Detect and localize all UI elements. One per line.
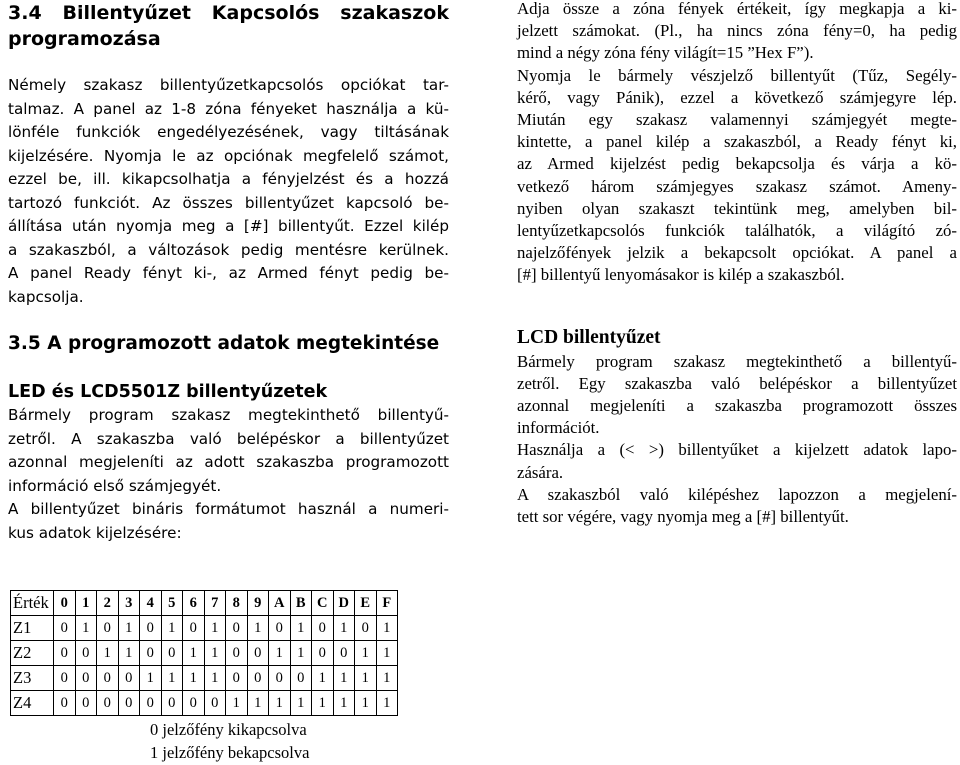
text-line: najelzőfények jelzik a bekapcsolt opciókat. A panel a <box>517 243 957 263</box>
table-cell: 0 <box>97 691 119 716</box>
subheading-lcd-keypad: LCD billentyűzet <box>517 326 661 348</box>
header-value-cell: 7 <box>204 591 226 616</box>
heading-word: szakaszok <box>340 2 449 24</box>
text-line: zására. <box>517 462 564 482</box>
right-column <box>517 0 957 528</box>
table-cell: 0 <box>269 616 291 641</box>
paragraph-led-view <box>8 404 449 545</box>
text-line: zetről. A szakaszba való belépéskor a billentyűzet <box>8 429 449 448</box>
header-value-cell: 6 <box>183 591 205 616</box>
table-cell: 0 <box>204 691 226 716</box>
text-line: információt. <box>517 418 600 438</box>
table-body <box>11 591 398 716</box>
legend-line-off: 0 jelzőfény kikapcsolva <box>150 720 307 739</box>
subheading-led-lcd5501z: LED és LCD5501Z billentyűzetek <box>8 382 328 402</box>
row-label-cell: Z3 <box>11 666 54 691</box>
text-line: információ első számjegyét. <box>8 476 222 495</box>
table-cell: 1 <box>333 691 355 716</box>
text-line: Bármely program szakasz megtekinthető billentyű- <box>8 406 449 424</box>
header-value-cell: A <box>269 591 291 616</box>
binary-value-table <box>10 590 398 716</box>
table-cell: 1 <box>204 666 226 691</box>
table-cell: 1 <box>204 641 226 666</box>
table-cell: 0 <box>140 641 162 666</box>
row-label-cell: Z2 <box>11 641 54 666</box>
header-value-cell: 9 <box>247 591 269 616</box>
table-cell: 0 <box>161 641 183 666</box>
table-cell: 1 <box>183 641 205 666</box>
table-cell: 1 <box>118 616 140 641</box>
heading-word: Billentyűzet <box>62 2 191 24</box>
heading-word: Kapcsolós <box>211 2 320 24</box>
header-value-cell: D <box>333 591 355 616</box>
table-cell: 0 <box>247 666 269 691</box>
header-label-cell: Érték <box>11 591 54 616</box>
table-cell: 1 <box>161 666 183 691</box>
text-line: talmaz. A panel az 1-8 zóna fényeket használja a kü- <box>8 99 449 118</box>
header-value-cell: 4 <box>140 591 162 616</box>
table-cell: 0 <box>312 616 334 641</box>
text-line: A szakaszból való kilépéshez lapozzon a megjelení- <box>517 484 957 504</box>
section-heading-3-5: 3.5 A programozott adatok megtekintése <box>8 333 440 354</box>
table-cell: 1 <box>333 616 355 641</box>
section-heading-3-4 <box>8 0 449 52</box>
text-line: Némely szakasz billentyűzetkapcsolós opciókat tar- <box>8 76 449 94</box>
header-value-cell: 2 <box>97 591 119 616</box>
table-legend <box>150 718 309 764</box>
header-value-cell: 0 <box>54 591 76 616</box>
header-value-cell: B <box>290 591 312 616</box>
table-cell: 0 <box>75 641 97 666</box>
paragraph-lcd-view <box>517 351 957 529</box>
table-cell: 0 <box>54 666 76 691</box>
table-cell: 1 <box>183 666 205 691</box>
text-line: tett sor végére, vagy nyomja meg a [#] billentyűt. <box>517 507 849 527</box>
header-value-cell: 1 <box>75 591 97 616</box>
table-cell: 1 <box>247 691 269 716</box>
table-cell: 0 <box>290 666 312 691</box>
table-cell: 1 <box>97 641 119 666</box>
binary-value-table-wrapper <box>10 590 398 716</box>
table-cell: 0 <box>118 691 140 716</box>
text-line: kérő, vagy Pánik), ezzel a következő számjegyre lép. <box>517 87 957 107</box>
header-value-cell: C <box>312 591 334 616</box>
table-cell: 1 <box>204 616 226 641</box>
table-cell: 0 <box>183 691 205 716</box>
table-cell: 1 <box>118 641 140 666</box>
text-line: tartozó funkciót. Az összes billentyűzet kapcsoló be- <box>8 193 449 212</box>
text-line: Bármely program szakasz megtekinthető a billentyű- <box>517 351 957 371</box>
table-cell: 1 <box>312 666 334 691</box>
table-cell: 0 <box>269 666 291 691</box>
table-header-row <box>11 591 398 616</box>
table-cell: 0 <box>54 616 76 641</box>
text-line: kapcsolja. <box>8 287 84 306</box>
header-value-cell: E <box>355 591 377 616</box>
text-line: állítása után nyomja meg a [#] billentyűt. Ezzel kilép <box>8 217 449 235</box>
table-cell: 1 <box>376 666 398 691</box>
text-line: nyiben olyan szakaszt tekintünk meg, amelyben bil- <box>517 198 957 218</box>
table-row <box>11 691 398 716</box>
table-cell: 1 <box>376 616 398 641</box>
paragraph-zone-sum <box>517 0 957 287</box>
table-row <box>11 666 398 691</box>
table-cell: 0 <box>97 666 119 691</box>
legend-line-on: 1 jelzőfény bekapcsolva <box>150 743 310 762</box>
text-line: Nyomja le bármely vészjelző billentyűt (Tűz, Segély- <box>517 65 957 85</box>
table-cell: 1 <box>161 616 183 641</box>
table-cell: 0 <box>226 616 248 641</box>
table-cell: 0 <box>54 691 76 716</box>
table-cell: 0 <box>312 641 334 666</box>
text-line: [#] billentyű lenyomásakor is kilép a szakaszból. <box>517 265 845 285</box>
table-cell: 1 <box>355 641 377 666</box>
text-line: lönféle funkciók engedélyezésének, vagy tiltásának <box>8 123 449 141</box>
table-cell: 0 <box>54 641 76 666</box>
table-cell: 0 <box>333 641 355 666</box>
table-cell: 1 <box>140 666 162 691</box>
text-line: kijelzésére. Nyomja le az opciónak megfelelő számot, <box>8 146 449 165</box>
table-cell: 0 <box>118 666 140 691</box>
table-cell: 1 <box>290 691 312 716</box>
header-value-cell: 3 <box>118 591 140 616</box>
left-column <box>8 0 449 545</box>
paragraph-keypad-toggle-intro <box>8 74 449 309</box>
table-cell: 1 <box>312 691 334 716</box>
text-line: kus adatok kijelzésére: <box>8 523 182 542</box>
table-cell: 0 <box>140 691 162 716</box>
table-cell: 0 <box>97 616 119 641</box>
table-cell: 0 <box>226 641 248 666</box>
table-cell: 0 <box>355 616 377 641</box>
text-line: kintette, a panel kilép a szakaszból, a Ready fényt ki, <box>517 132 957 152</box>
table-cell: 1 <box>269 641 291 666</box>
text-line: jelzett számokat. (Pl., ha nincs zóna fény=0, ha pedig <box>517 21 957 41</box>
table-cell: 1 <box>333 666 355 691</box>
text-line: azonnal megjeleníti a szakaszba programozott összes <box>517 396 957 416</box>
table-cell: 0 <box>247 641 269 666</box>
table-cell: 1 <box>376 691 398 716</box>
text-line: A panel Ready fényt ki-, az Armed fényt pedig be- <box>8 264 449 282</box>
table-cell: 1 <box>376 641 398 666</box>
text-line: Használja a (< >) billentyűket a kijelzett adatok lapo- <box>517 440 957 460</box>
text-line: Adja össze a zóna fények értékeit, így megkapja a ki- <box>517 0 957 18</box>
table-cell: 1 <box>355 666 377 691</box>
text-line: mind a négy zóna fény világít=15 ”Hex F”). <box>517 43 814 63</box>
table-cell: 0 <box>75 666 97 691</box>
text-line: az Armed kijelzést pedig bekapcsolja és várja a kö- <box>517 154 957 174</box>
table-cell: 0 <box>226 666 248 691</box>
table-row <box>11 616 398 641</box>
text-line: Miután egy szakasz valamennyi számjegyét megte- <box>517 110 957 130</box>
row-label-cell: Z1 <box>11 616 54 641</box>
table-cell: 0 <box>161 691 183 716</box>
heading-line-2: programozása <box>8 28 161 50</box>
table-cell: 1 <box>290 616 312 641</box>
table-cell: 1 <box>290 641 312 666</box>
table-cell: 1 <box>75 616 97 641</box>
table-cell: 0 <box>140 616 162 641</box>
heading-word: 3.4 <box>8 2 42 24</box>
text-line: zetről. Egy szakaszba való belépéskor a billentyűzet <box>517 373 957 393</box>
row-label-cell: Z4 <box>11 691 54 716</box>
header-value-cell: F <box>376 591 398 616</box>
header-value-cell: 8 <box>226 591 248 616</box>
table-cell: 1 <box>269 691 291 716</box>
text-line: vetkező három számjegyes szakasz számot. Ameny- <box>517 176 957 196</box>
text-line: a szakaszból, a változások pedig mentésre kerülnek. <box>8 240 449 259</box>
table-cell: 1 <box>355 691 377 716</box>
table-cell: 1 <box>247 616 269 641</box>
text-line: azonnal megjeleníti az adott szakaszba programozott <box>8 453 449 471</box>
heading-line-1 <box>8 0 449 26</box>
text-line: A billentyűzet bináris formátumot használ a numeri- <box>8 500 449 518</box>
text-line: lentyűzetkapcsolós funkciók találhatók, a világító zó- <box>517 221 957 241</box>
text-line: ezzel be, ill. kikapcsolhatja a fényjelzést és a hozzá <box>8 170 449 188</box>
table-cell: 0 <box>183 616 205 641</box>
table-cell: 1 <box>226 691 248 716</box>
table-row <box>11 641 398 666</box>
table-cell: 0 <box>75 691 97 716</box>
header-value-cell: 5 <box>161 591 183 616</box>
